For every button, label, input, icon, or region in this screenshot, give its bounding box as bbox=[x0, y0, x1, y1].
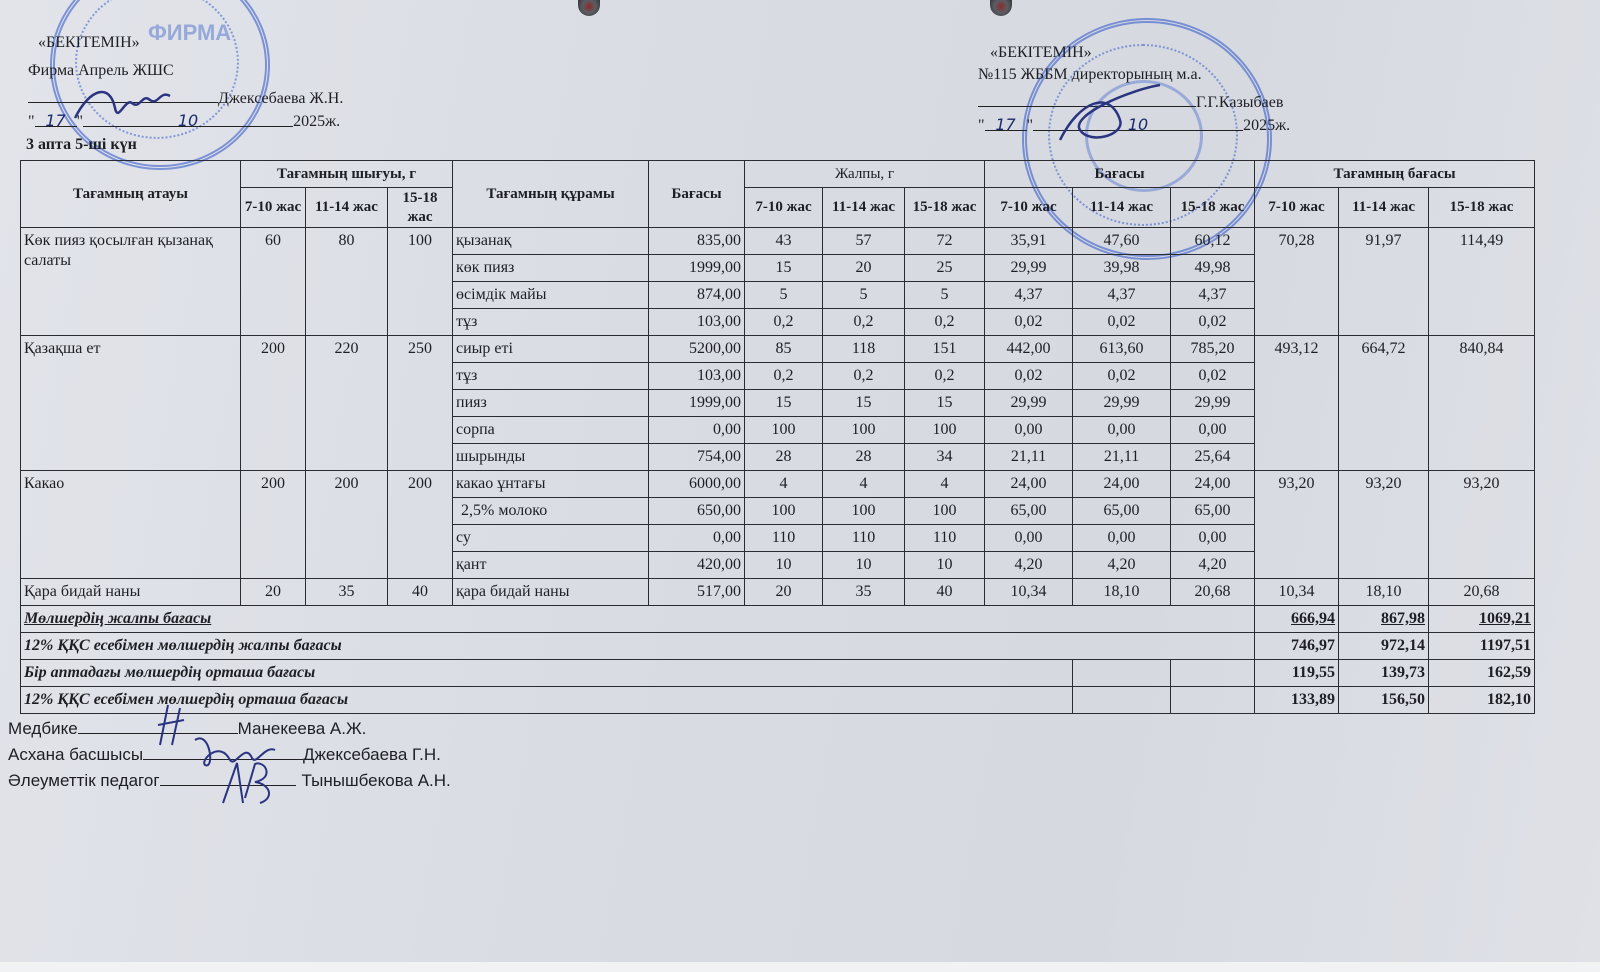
cost-11-14: 0,02 bbox=[1073, 363, 1171, 390]
ingredient-price: 754,00 bbox=[649, 444, 745, 471]
dish-name: Какао bbox=[21, 471, 241, 579]
dish-name: Көк пияз қосылған қызанақ салаты bbox=[21, 228, 241, 336]
ingredient-name: тұз bbox=[453, 363, 649, 390]
cost-7-10: 0,00 bbox=[985, 525, 1073, 552]
grams-15-18: 40 bbox=[905, 579, 985, 606]
ingredient-price: 835,00 bbox=[649, 228, 745, 255]
grams-7-10: 110 bbox=[745, 525, 823, 552]
dish-price-7-10: 93,20 bbox=[1255, 471, 1339, 579]
ingredient-price: 0,00 bbox=[649, 417, 745, 444]
dish-output-15-18: 40 bbox=[388, 579, 453, 606]
ingredient-price: 103,00 bbox=[649, 309, 745, 336]
signature-line bbox=[78, 717, 238, 734]
grams-7-10: 15 bbox=[745, 390, 823, 417]
grams-11-14: 0,2 bbox=[823, 363, 905, 390]
dish-name: Қара бидай наны bbox=[21, 579, 241, 606]
cost-11-14: 29,99 bbox=[1073, 390, 1171, 417]
cost-15-18: 20,68 bbox=[1171, 579, 1255, 606]
ingredient-name: какао ұнтағы bbox=[453, 471, 649, 498]
summary-label: 12% ҚҚС есебімен мөлшердің жалпы бағасы bbox=[21, 633, 1255, 660]
dish-price-7-10: 493,12 bbox=[1255, 336, 1339, 471]
cost-11-14: 4,37 bbox=[1073, 282, 1171, 309]
ingredient-name: көк пияз bbox=[453, 255, 649, 282]
summary-label: 12% ҚҚС есебімен мөлшердің орташа бағасы bbox=[21, 687, 1073, 714]
summary-value-7-10: 133,89 bbox=[1255, 687, 1339, 714]
approval-title: «БЕКІТЕМІН» bbox=[990, 44, 1092, 61]
grams-11-14: 28 bbox=[823, 444, 905, 471]
cost-15-18: 29,99 bbox=[1171, 390, 1255, 417]
date-year: 2025ж. bbox=[1243, 117, 1291, 134]
cost-7-10: 21,11 bbox=[985, 444, 1073, 471]
header-dish-name: Тағамның атауы bbox=[21, 161, 241, 228]
cost-11-14: 24,00 bbox=[1073, 471, 1171, 498]
cost-7-10: 24,00 bbox=[985, 471, 1073, 498]
empty-cell bbox=[1073, 660, 1171, 687]
header-dish-price-15-18: 15-18 жас bbox=[1429, 188, 1535, 228]
dish-output-15-18: 100 bbox=[388, 228, 453, 336]
dish-output-7-10: 200 bbox=[241, 471, 306, 579]
header-price: Бағасы bbox=[649, 161, 745, 228]
grams-7-10: 100 bbox=[745, 498, 823, 525]
dish-output-15-18: 200 bbox=[388, 471, 453, 579]
dish-output-15-18: 250 bbox=[388, 336, 453, 471]
table-row bbox=[21, 336, 1535, 363]
grams-11-14: 15 bbox=[823, 390, 905, 417]
cost-11-14: 65,00 bbox=[1073, 498, 1171, 525]
approval-left-body: Фирма Апрель ЖШС Джексебаева Ж.Н. " 17 " 10 2025ж. bbox=[28, 62, 344, 130]
cost-15-18: 0,02 bbox=[1171, 363, 1255, 390]
table-row bbox=[21, 228, 1535, 255]
signature-role: Асхана басшысы bbox=[8, 745, 144, 764]
ingredient-name: қызанақ bbox=[453, 228, 649, 255]
signature-name: Манекеева А.Ж. bbox=[237, 719, 367, 738]
grams-11-14: 100 bbox=[823, 417, 905, 444]
grams-7-10: 0,2 bbox=[745, 309, 823, 336]
cost-11-14: 18,10 bbox=[1073, 579, 1171, 606]
cost-15-18: 65,00 bbox=[1171, 498, 1255, 525]
punch-hole-icon bbox=[578, 0, 600, 16]
grams-11-14: 20 bbox=[823, 255, 905, 282]
approval-organization: №115 ЖББМ директорының м.а. bbox=[978, 66, 1202, 83]
grams-11-14: 35 bbox=[823, 579, 905, 606]
signature-line bbox=[978, 90, 1196, 107]
header-composition: Тағамның құрамы bbox=[453, 161, 649, 228]
grams-15-18: 72 bbox=[905, 228, 985, 255]
grams-11-14: 110 bbox=[823, 525, 905, 552]
summary-row bbox=[21, 606, 1535, 633]
cost-7-10: 65,00 bbox=[985, 498, 1073, 525]
cost-7-10: 29,99 bbox=[985, 390, 1073, 417]
ingredient-name: тұз bbox=[453, 309, 649, 336]
header-total-11-14: 11-14 жас bbox=[823, 188, 905, 228]
dish-price-15-18: 93,20 bbox=[1429, 471, 1535, 579]
cost-15-18: 0,00 bbox=[1171, 525, 1255, 552]
cost-11-14: 0,00 bbox=[1073, 417, 1171, 444]
header-total-7-10: 7-10 жас bbox=[745, 188, 823, 228]
dish-output-11-14: 80 bbox=[306, 228, 388, 336]
cost-11-14: 39,98 bbox=[1073, 255, 1171, 282]
ingredient-price: 874,00 bbox=[649, 282, 745, 309]
grams-7-10: 28 bbox=[745, 444, 823, 471]
grams-15-18: 5 bbox=[905, 282, 985, 309]
header-cost-group: Бағасы bbox=[985, 161, 1255, 188]
grams-15-18: 151 bbox=[905, 336, 985, 363]
empty-cell bbox=[1171, 687, 1255, 714]
dish-output-11-14: 200 bbox=[306, 471, 388, 579]
date-month: 10 bbox=[1033, 114, 1243, 131]
cost-11-14: 613,60 bbox=[1073, 336, 1171, 363]
grams-11-14: 57 bbox=[823, 228, 905, 255]
empty-cell bbox=[1171, 660, 1255, 687]
grams-7-10: 5 bbox=[745, 282, 823, 309]
approval-title: «БЕКІТЕМІН» bbox=[38, 34, 140, 51]
header-output-7-10: 7-10 жас bbox=[241, 188, 306, 228]
grams-7-10: 85 bbox=[745, 336, 823, 363]
cost-7-10: 0,02 bbox=[985, 309, 1073, 336]
summary-label: Мөлшердің жалпы бағасы bbox=[21, 606, 1255, 633]
grams-11-14: 4 bbox=[823, 471, 905, 498]
header-output-15-18: 15-18 жас bbox=[388, 188, 453, 228]
summary-value-11-14: 972,14 bbox=[1339, 633, 1429, 660]
grams-15-18: 110 bbox=[905, 525, 985, 552]
summary-row bbox=[21, 633, 1535, 660]
signature-row bbox=[8, 768, 451, 794]
date-day: 17 bbox=[985, 114, 1027, 131]
ingredient-price: 517,00 bbox=[649, 579, 745, 606]
dish-output-7-10: 20 bbox=[241, 579, 306, 606]
ingredient-price: 650,00 bbox=[649, 498, 745, 525]
cost-7-10: 35,91 bbox=[985, 228, 1073, 255]
ingredient-name: шырынды bbox=[453, 444, 649, 471]
ingredient-price: 103,00 bbox=[649, 363, 745, 390]
grams-15-18: 100 bbox=[905, 417, 985, 444]
approval-organization: Фирма Апрель ЖШС bbox=[28, 62, 174, 79]
cost-15-18: 4,37 bbox=[1171, 282, 1255, 309]
header-total-group: Жалпы, г bbox=[745, 161, 985, 188]
grams-11-14: 100 bbox=[823, 498, 905, 525]
signatures-block bbox=[8, 716, 451, 794]
grams-11-14: 5 bbox=[823, 282, 905, 309]
cost-15-18: 785,20 bbox=[1171, 336, 1255, 363]
stamp-text: ФИРМА bbox=[148, 20, 232, 45]
ingredient-price: 6000,00 bbox=[649, 471, 745, 498]
summary-value-7-10: 666,94 bbox=[1255, 606, 1339, 633]
header-cost-15-18: 15-18 жас bbox=[1171, 188, 1255, 228]
cost-7-10: 10,34 bbox=[985, 579, 1073, 606]
signature-name: Тынышбекова А.Н. bbox=[301, 771, 451, 790]
dish-output-7-10: 200 bbox=[241, 336, 306, 471]
cost-7-10: 4,20 bbox=[985, 552, 1073, 579]
ingredient-price: 1999,00 bbox=[649, 255, 745, 282]
summary-value-15-18: 1197,51 bbox=[1429, 633, 1535, 660]
cost-15-18: 0,02 bbox=[1171, 309, 1255, 336]
grams-7-10: 15 bbox=[745, 255, 823, 282]
ingredient-price: 5200,00 bbox=[649, 336, 745, 363]
ingredient-name: сорпа bbox=[453, 417, 649, 444]
dish-price-11-14: 91,97 bbox=[1339, 228, 1429, 336]
signature-name: Джексебаева Г.Н. bbox=[303, 745, 441, 764]
grams-15-18: 0,2 bbox=[905, 363, 985, 390]
header-total-15-18: 15-18 жас bbox=[905, 188, 985, 228]
dish-output-11-14: 35 bbox=[306, 579, 388, 606]
cost-7-10: 0,02 bbox=[985, 363, 1073, 390]
grams-15-18: 15 bbox=[905, 390, 985, 417]
grams-15-18: 34 bbox=[905, 444, 985, 471]
cost-7-10: 0,00 bbox=[985, 417, 1073, 444]
cost-11-14: 21,11 bbox=[1073, 444, 1171, 471]
signature-line bbox=[28, 86, 218, 103]
grams-7-10: 4 bbox=[745, 471, 823, 498]
grams-7-10: 20 bbox=[745, 579, 823, 606]
page-bottom-edge bbox=[0, 962, 1600, 972]
dish-price-11-14: 18,10 bbox=[1339, 579, 1429, 606]
dish-price-11-14: 664,72 bbox=[1339, 336, 1429, 471]
cost-7-10: 29,99 bbox=[985, 255, 1073, 282]
summary-row bbox=[21, 687, 1535, 714]
ingredient-name: сиыр еті bbox=[453, 336, 649, 363]
signature-line bbox=[143, 743, 303, 760]
ingredient-price: 0,00 bbox=[649, 525, 745, 552]
grams-15-18: 100 bbox=[905, 498, 985, 525]
ingredient-name: қара бидай наны bbox=[453, 579, 649, 606]
grams-7-10: 10 bbox=[745, 552, 823, 579]
date-day: 17 bbox=[35, 110, 77, 127]
ingredient-name: пияз bbox=[453, 390, 649, 417]
cost-15-18: 49,98 bbox=[1171, 255, 1255, 282]
dish-price-7-10: 70,28 bbox=[1255, 228, 1339, 336]
header-cost-7-10: 7-10 жас bbox=[985, 188, 1073, 228]
empty-cell bbox=[1073, 687, 1171, 714]
header-output-11-14: 11-14 жас bbox=[306, 188, 388, 228]
summary-label: Бір аптадағы мөлшердің орташа бағасы bbox=[21, 660, 1073, 687]
date-year: 2025ж. bbox=[293, 113, 341, 130]
grams-15-18: 25 bbox=[905, 255, 985, 282]
cost-15-18: 24,00 bbox=[1171, 471, 1255, 498]
cost-15-18: 25,64 bbox=[1171, 444, 1255, 471]
grams-11-14: 10 bbox=[823, 552, 905, 579]
header-output-group: Тағамның шығуы, г bbox=[241, 161, 453, 188]
grams-11-14: 0,2 bbox=[823, 309, 905, 336]
dish-price-15-18: 114,49 bbox=[1429, 228, 1535, 336]
cost-11-14: 4,20 bbox=[1073, 552, 1171, 579]
signature-row bbox=[8, 716, 451, 742]
dish-output-7-10: 60 bbox=[241, 228, 306, 336]
header-cost-11-14: 11-14 жас bbox=[1073, 188, 1171, 228]
grams-7-10: 43 bbox=[745, 228, 823, 255]
menu-table bbox=[20, 160, 1535, 714]
cost-15-18: 0,00 bbox=[1171, 417, 1255, 444]
dish-price-15-18: 840,84 bbox=[1429, 336, 1535, 471]
ingredient-name: су bbox=[453, 525, 649, 552]
punch-hole-icon bbox=[990, 0, 1012, 16]
ingredient-name: қант bbox=[453, 552, 649, 579]
signature-role: Әлеуметтік педагог bbox=[8, 771, 160, 790]
dish-price-15-18: 20,68 bbox=[1429, 579, 1535, 606]
dish-output-11-14: 220 bbox=[306, 336, 388, 471]
ingredient-name: өсімдік майы bbox=[453, 282, 649, 309]
summary-value-15-18: 182,10 bbox=[1429, 687, 1535, 714]
ingredient-price: 420,00 bbox=[649, 552, 745, 579]
summary-value-15-18: 1069,21 bbox=[1429, 606, 1535, 633]
grams-15-18: 4 bbox=[905, 471, 985, 498]
cost-15-18: 4,20 bbox=[1171, 552, 1255, 579]
header-dish-price-group: Тағамның бағасы bbox=[1255, 161, 1535, 188]
summary-row bbox=[21, 660, 1535, 687]
signature-line bbox=[160, 769, 296, 786]
dish-price-11-14: 93,20 bbox=[1339, 471, 1429, 579]
cost-11-14: 47,60 bbox=[1073, 228, 1171, 255]
table-row bbox=[21, 579, 1535, 606]
grams-7-10: 100 bbox=[745, 417, 823, 444]
table-row bbox=[21, 471, 1535, 498]
cost-15-18: 60,12 bbox=[1171, 228, 1255, 255]
cost-11-14: 0,02 bbox=[1073, 309, 1171, 336]
approval-left bbox=[38, 32, 140, 54]
grams-7-10: 0,2 bbox=[745, 363, 823, 390]
summary-value-7-10: 746,97 bbox=[1255, 633, 1339, 660]
ingredient-price: 1999,00 bbox=[649, 390, 745, 417]
signature-row bbox=[8, 742, 451, 768]
signature-role: Медбике bbox=[8, 719, 78, 738]
date-month: 10 bbox=[83, 110, 293, 127]
approval-right: «БЕКІТЕМІН» №115 ЖББМ директорының м.а. Г.Г.Казыбаев " 17 " 10 2025ж. bbox=[978, 44, 1291, 134]
ingredient-name: 2,5% молоко bbox=[453, 498, 649, 525]
dish-price-7-10: 10,34 bbox=[1255, 579, 1339, 606]
grams-15-18: 10 bbox=[905, 552, 985, 579]
cost-11-14: 0,00 bbox=[1073, 525, 1171, 552]
week-day-label: 3 апта 5-ші күн bbox=[26, 136, 137, 153]
summary-value-15-18: 162,59 bbox=[1429, 660, 1535, 687]
approval-signatory: Г.Г.Казыбаев bbox=[1196, 94, 1284, 111]
approval-signatory: Джексебаева Ж.Н. bbox=[218, 90, 344, 107]
summary-value-7-10: 119,55 bbox=[1255, 660, 1339, 687]
grams-11-14: 118 bbox=[823, 336, 905, 363]
summary-value-11-14: 156,50 bbox=[1339, 687, 1429, 714]
header-dish-price-11-14: 11-14 жас bbox=[1339, 188, 1429, 228]
summary-value-11-14: 867,98 bbox=[1339, 606, 1429, 633]
cost-7-10: 4,37 bbox=[985, 282, 1073, 309]
summary-value-11-14: 139,73 bbox=[1339, 660, 1429, 687]
dish-name: Қазақша ет bbox=[21, 336, 241, 471]
grams-15-18: 0,2 bbox=[905, 309, 985, 336]
header-dish-price-7-10: 7-10 жас bbox=[1255, 188, 1339, 228]
cost-7-10: 442,00 bbox=[985, 336, 1073, 363]
